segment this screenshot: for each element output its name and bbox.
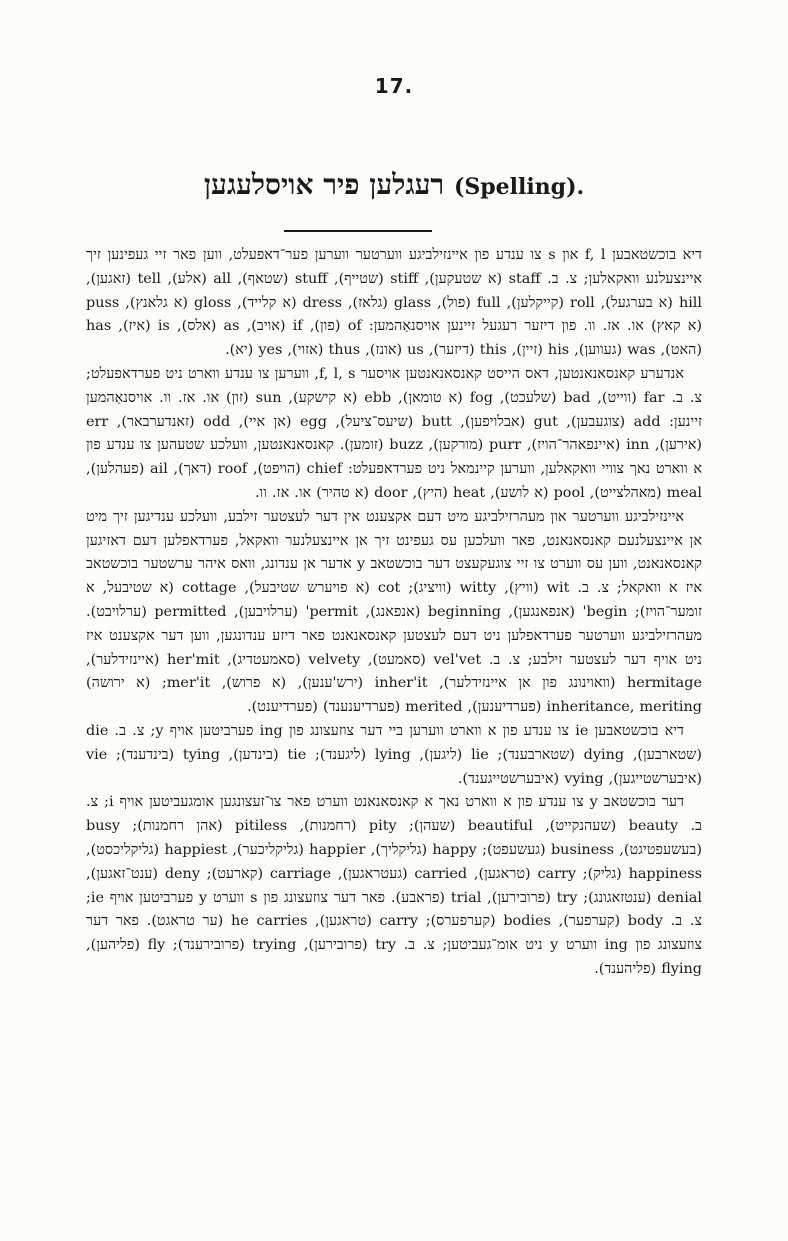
paragraph-other-consonants: אנדערע קאנסאנאנטען, דאס הייסט קאנסאנאנטען אויסער f, l, s, ווערען צו ענדע ווארט ניט פערדאפעלט; צ. ב. far (ווייט), bad (שלעכט), fog (א טומאן), ebb (א קישקע), sun (זון) או. אז. וו. אויסנאַהמען זיינען: add (צוגעבען), gut (אבלויפען), butt (שיעס־ציעל), egg (אן איי), odd (זאנדערבאר), err (אירען), inn (איינפאהר־הויז), purr (מורקען), buzz (זומען). קאנסאנאנטען, וועלכע שטעהען צו ענדע פון א ווארט נאך צוויי וואקאלען, ווערען קיינמאל ניט פערדאפעלט: chief (הויפט), roof (דאך), ail (פעהלען), meal (מאהלצייט), pool (א לושע), heat (היץ), door (א טהיר) או. אז. וו. bbox=[86, 365, 703, 501]
paragraph-final-consonant-doubling: איינזילביגע ווערטער און מעהרזילביגע מיט דעם אקצענט אין דער לעצטער זילבע, וועלכע ענדיגען זיך מיט אן איינצעלנעם קאנסאנאנט, פאר וועלכען עס געפינט זיך אן איינצעלנער וואקאל, פערדאפלען דעם דאזיגען קאנסאנאנט, ווען עס ווערט צו זיי צוגעקעצט דער בוכשטאב y אדער אן ענדונג, וואס איהר ערשטער בוכשטאב איז א וואקאל; צ. ב. wit (וויץ), witty (וויציג); cot (א פויערש שטיבעל), cottage (א שטיבעל, א זומער־הויז); begin' (אנפאנגען), beginning (אנפאנג), permit' (ערלויבען), permitted (ערלויבט). מעהרזילביגע ווערטער פערדאפלען ניט דעם לעצטען קאנסאנאנט פאר דיזע ענדונגען, ווען דער אקצענט איז ניט אויף דער לעצטער זילבע; צ. ב. vel'vet (סאמעט), velvety (סאמעטדיג), her'mit (איינזידלער), hermitage (וואוינונג פון אן איינזידלער), inher'it (ירש'ענען), (א פרוש), mer'it; (א ירושה) inheritance, meriting (פערדיענען), merited (פערדיענענד) (פערדיענט). bbox=[86, 508, 702, 716]
title-english: (Spelling). bbox=[453, 174, 585, 200]
title-divider bbox=[284, 230, 432, 232]
body-text bbox=[86, 244, 702, 982]
paragraph-doubling-fls: דיא בוכשטאבען f, l און s צו ענדע פון איינזילביגע ווערטער ווערען פער־דאפעלט, ווען פאר זיי געפינען זיך איינצעלנע וואקאלען; צ. ב. staff (א שטעקען), stiff (שטייף), stuff (שטאף), all (אלע), tell (זאגען), hill (א בערגעל), roll (קייקלען), full (פול), glass (גלאז), dress (א קלייד), gloss (א גלאנץ), puss (א קאץ) או. אז. וו. פון דיזער רעגעל זיינען אויסנאַהמען: of (פון), if (אויב), as (אלס), is (איז), has (האט), was (געווען), his (זיין), this (דיזער), us (אונז), thus (אזוי), yes (יא). bbox=[86, 247, 703, 359]
title-yiddish: רעגלען פיר אויסלעגען bbox=[203, 168, 445, 201]
paragraph-y-to-i: דער בוכשטאב y צו ענדע פון א ווארט נאך א קאנסאנאנט ווערט פאר צו־זעצונגען אומגעביטען אויף i; צ. ב. beauty (שעהנקייט), beautiful (שעהן); pity (רחמנות), pitiless (אהן רחמנות); busy (בעשעפטיגט), business (געשעפט); happy (גליקליך), happier (גליקליכער), happiest (גליקליכסט), happiness (גליק); carry (טראגען), carried (געטראגען), carriage (קארעט); deny (ענט־זאגען), denial (ענטזאגונג); try (פרובירען), trial (פראבע). פאר דער צוזעצונג פון s ווערט y פערביטען אויף ie; צ. ב. body (קערפער), bodies (קערפערס); carry (טראגען), he carries (ער טראגט). פאר דער צוזעצונג פון ing ווערט y ניט אומ־געביטען; צ. ב. try (פרובירען), trying (פרובירענד); fly (פליהען), flying (פליהענד). bbox=[86, 794, 703, 977]
page-title bbox=[0, 168, 788, 202]
page-number: 17. bbox=[374, 74, 414, 98]
paragraph-ie-to-y: דיא בוכשטאבען ie צו ענדע פון א ווארט ווערען ביי דער צוזעצונג פון ing פערביטען אויף y; צ. ב. die (שטארבען), dying (שטארבענד); lie (ליגען), lying (ליגענד); tie (בינדען), tying (בינדענד); vie (איבערשטייגען), vying (איבערשטייגענד). bbox=[86, 722, 702, 787]
